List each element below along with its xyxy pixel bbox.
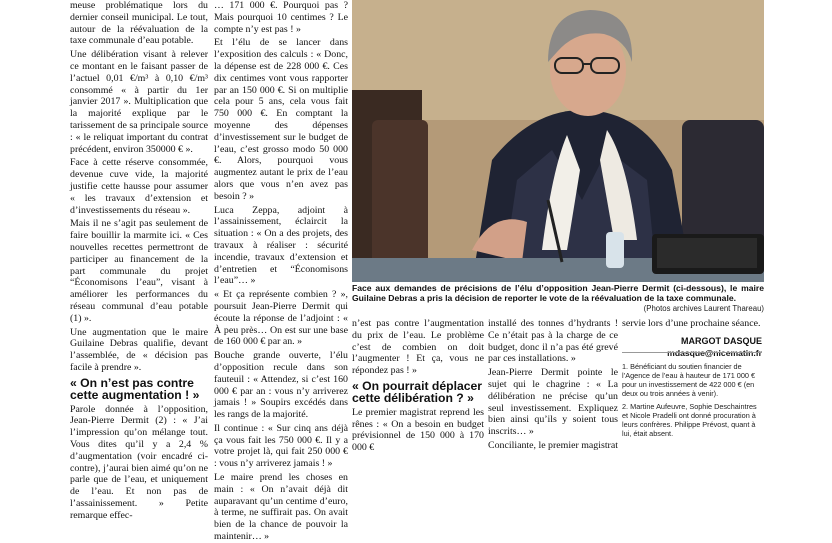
paragraph: … 171 000 €. Pourquoi pas ? Mais pourquoi 10 centimes ? Le compte n’y est pas ! » bbox=[214, 0, 348, 35]
photo-caption: Face aux demandes de précisions de l’élu d’opposition Jean-Pierre Dermit (ci-dessous), le maire Guilaine Debras a pris la décision de reporter le vote de la réévaluation de la taxe communale. bbox=[352, 283, 764, 303]
paragraph: Une délibération visant à relever ce montant en le faisant passer de l’actuel 0,01 €/m³ à 0,10 €/m³ consommé « à partir du 1er janvier 2017 ». Multiplication que la majorité explique par le tarissement de sa principale source : « le reliquat important du contrat précédent, environ 350000 € ». bbox=[70, 49, 208, 155]
paragraph: Il continue : « Sur cinq ans déjà ça vous fait les 750 000 €. Il y a votre projet là, qui fait 250 000 € : vous n’y arriverez jamais ! » bbox=[214, 422, 348, 470]
paragraph: Mais il ne s’agit pas seulement de faire bouillir la marmite ici. « Ces nouvelles recettes permettront de participer au financement de la part communale du projet “Économisons l’eau”, visant à améliorer les performances du réseau communal d’eau potable (1) ». bbox=[70, 218, 208, 324]
article-column-5 bbox=[622, 318, 762, 438]
paragraph: Jean-Pierre Dermit pointe le sujet qui le chagrine : « La délibération ne précise qu’un seul investissement. Expliquez bien ainsi qu’ils y soient tous inscrits… » bbox=[488, 367, 618, 438]
news-photo bbox=[352, 0, 764, 282]
article-column-1 bbox=[70, 0, 208, 521]
paragraph: Parole donnée à l’opposition, Jean-Pierre Dermit (2) : « J’ai l’impression qu’on mélange tout. Vous dites qu’il y a 2,4 % d’augmentation (voir encadré ci-contre), j’aurai bien aimé qu’on ne parle que de l’eau, et uniquement de l’eau. Et non pas de l’assainissement. » Petite remarque effec- bbox=[70, 403, 208, 521]
author-email[interactable]: mdasque@nicematin.fr bbox=[667, 347, 762, 358]
paragraph: meuse problématique lors du dernier conseil municipal. Le tout, autour de la réévaluation de la taxe communale d’eau potable. bbox=[70, 0, 208, 47]
paragraph: « Et ça représente combien ? », poursuit Jean-Pierre Dermit qui écoute la réponse de l’adjoint : « À peu près… On est sur une base de 160 000 € par an. » bbox=[214, 289, 348, 348]
paragraph: servie lors d’une prochaine séance. bbox=[622, 318, 761, 329]
paragraph: Conciliante, le premier magistrat bbox=[488, 439, 618, 451]
footnote: 2. Martine Aufeuvre, Sophie Deschaintres et Nicole Pradelli ont donné procuration à leurs confrères. Philippe Prévost, quant à lui, était absent. bbox=[622, 402, 757, 438]
subheading: « On pourrait déplacer cette délibération ? » bbox=[352, 378, 483, 406]
article-column-4 bbox=[488, 318, 618, 451]
footnote: 1. Bénéficiant du soutien financier de l’Agence de l’eau à hauteur de 171 000 € pour un investissement de 422 000 € (en deux ou trois années à venir). bbox=[622, 362, 756, 399]
article-column-2 bbox=[214, 0, 348, 543]
paragraph: Face à cette réserve consommée, devenue cuve vide, la majorité justifie cette hausse pour assumer « les travaux d’extension et d’investissements du réseau ». bbox=[70, 157, 208, 216]
paragraph: Luca Zeppa, adjoint à l’assainissement, éclaircit la situation : « On a des projets, des travaux à réaliser : sécurité incendie, travaux d’extension et d’entretien et “Économisons l’eau”… » bbox=[214, 204, 348, 287]
subheading: « On n’est pas contre cette augmentation ! » bbox=[70, 375, 200, 403]
article-column-3 bbox=[352, 318, 484, 454]
divider bbox=[622, 352, 762, 353]
mayor-photo-illustration bbox=[352, 0, 764, 282]
author-name: MARGOT DASQUE bbox=[681, 335, 762, 346]
paragraph: Et l’élu de se lancer dans l’exposition des calculs : « Donc, la dépense est de 228 000 €. Ces dix centimes vont vous rapporter par an 150 000 €. Si on multiplie cela pour 5 ans, cela vous fait 750 000 €. En comptant la moyenne des dépenses d’investissement sur le budget de l’eau, c’est grosso modo 50 000 €. Alors, pourquoi vous augmentez autant le prix de l’eau alors que vous n’en avez pas besoin ? » bbox=[214, 37, 348, 202]
paragraph: n’est pas contre l’augmentation du prix de l’eau. Le problème c’est de combien on doit l’augmenter ! Et ça, vous ne répondez pas ! » bbox=[352, 318, 484, 377]
photo-credit: (Photos archives Laurent Thareau) bbox=[643, 304, 764, 313]
paragraph: Une augmentation que le maire Guilaine Debras qualifie, devant l’assemblée, de « décision pas facile à prendre ». bbox=[70, 326, 208, 373]
paragraph: Le premier magistrat reprend les rênes : « On a besoin en budget prévisionnel de 150 000 à 170 000 € bbox=[352, 406, 484, 454]
paragraph: installé des tonnes d’hydrants ! Ce n’était pas à la charge de ce budget, donc il n’a pas été grevé par ces installations. » bbox=[488, 318, 618, 365]
paragraph: Le maire prend les choses en main : « On n’avait déjà dit auparavant qu’un centime d’euro, à terme, ne suffirait pas. On avait bien de la chance de pouvoir la maintenir… » bbox=[214, 472, 348, 543]
paragraph: Bouche grande ouverte, l’élu d’opposition recule dans son fauteuil : « Attendez, si c’est 160 000 € par an : vous n’y arriverez jamais ! » Soupirs excédés dans les rangs de la majorité. bbox=[214, 350, 348, 421]
